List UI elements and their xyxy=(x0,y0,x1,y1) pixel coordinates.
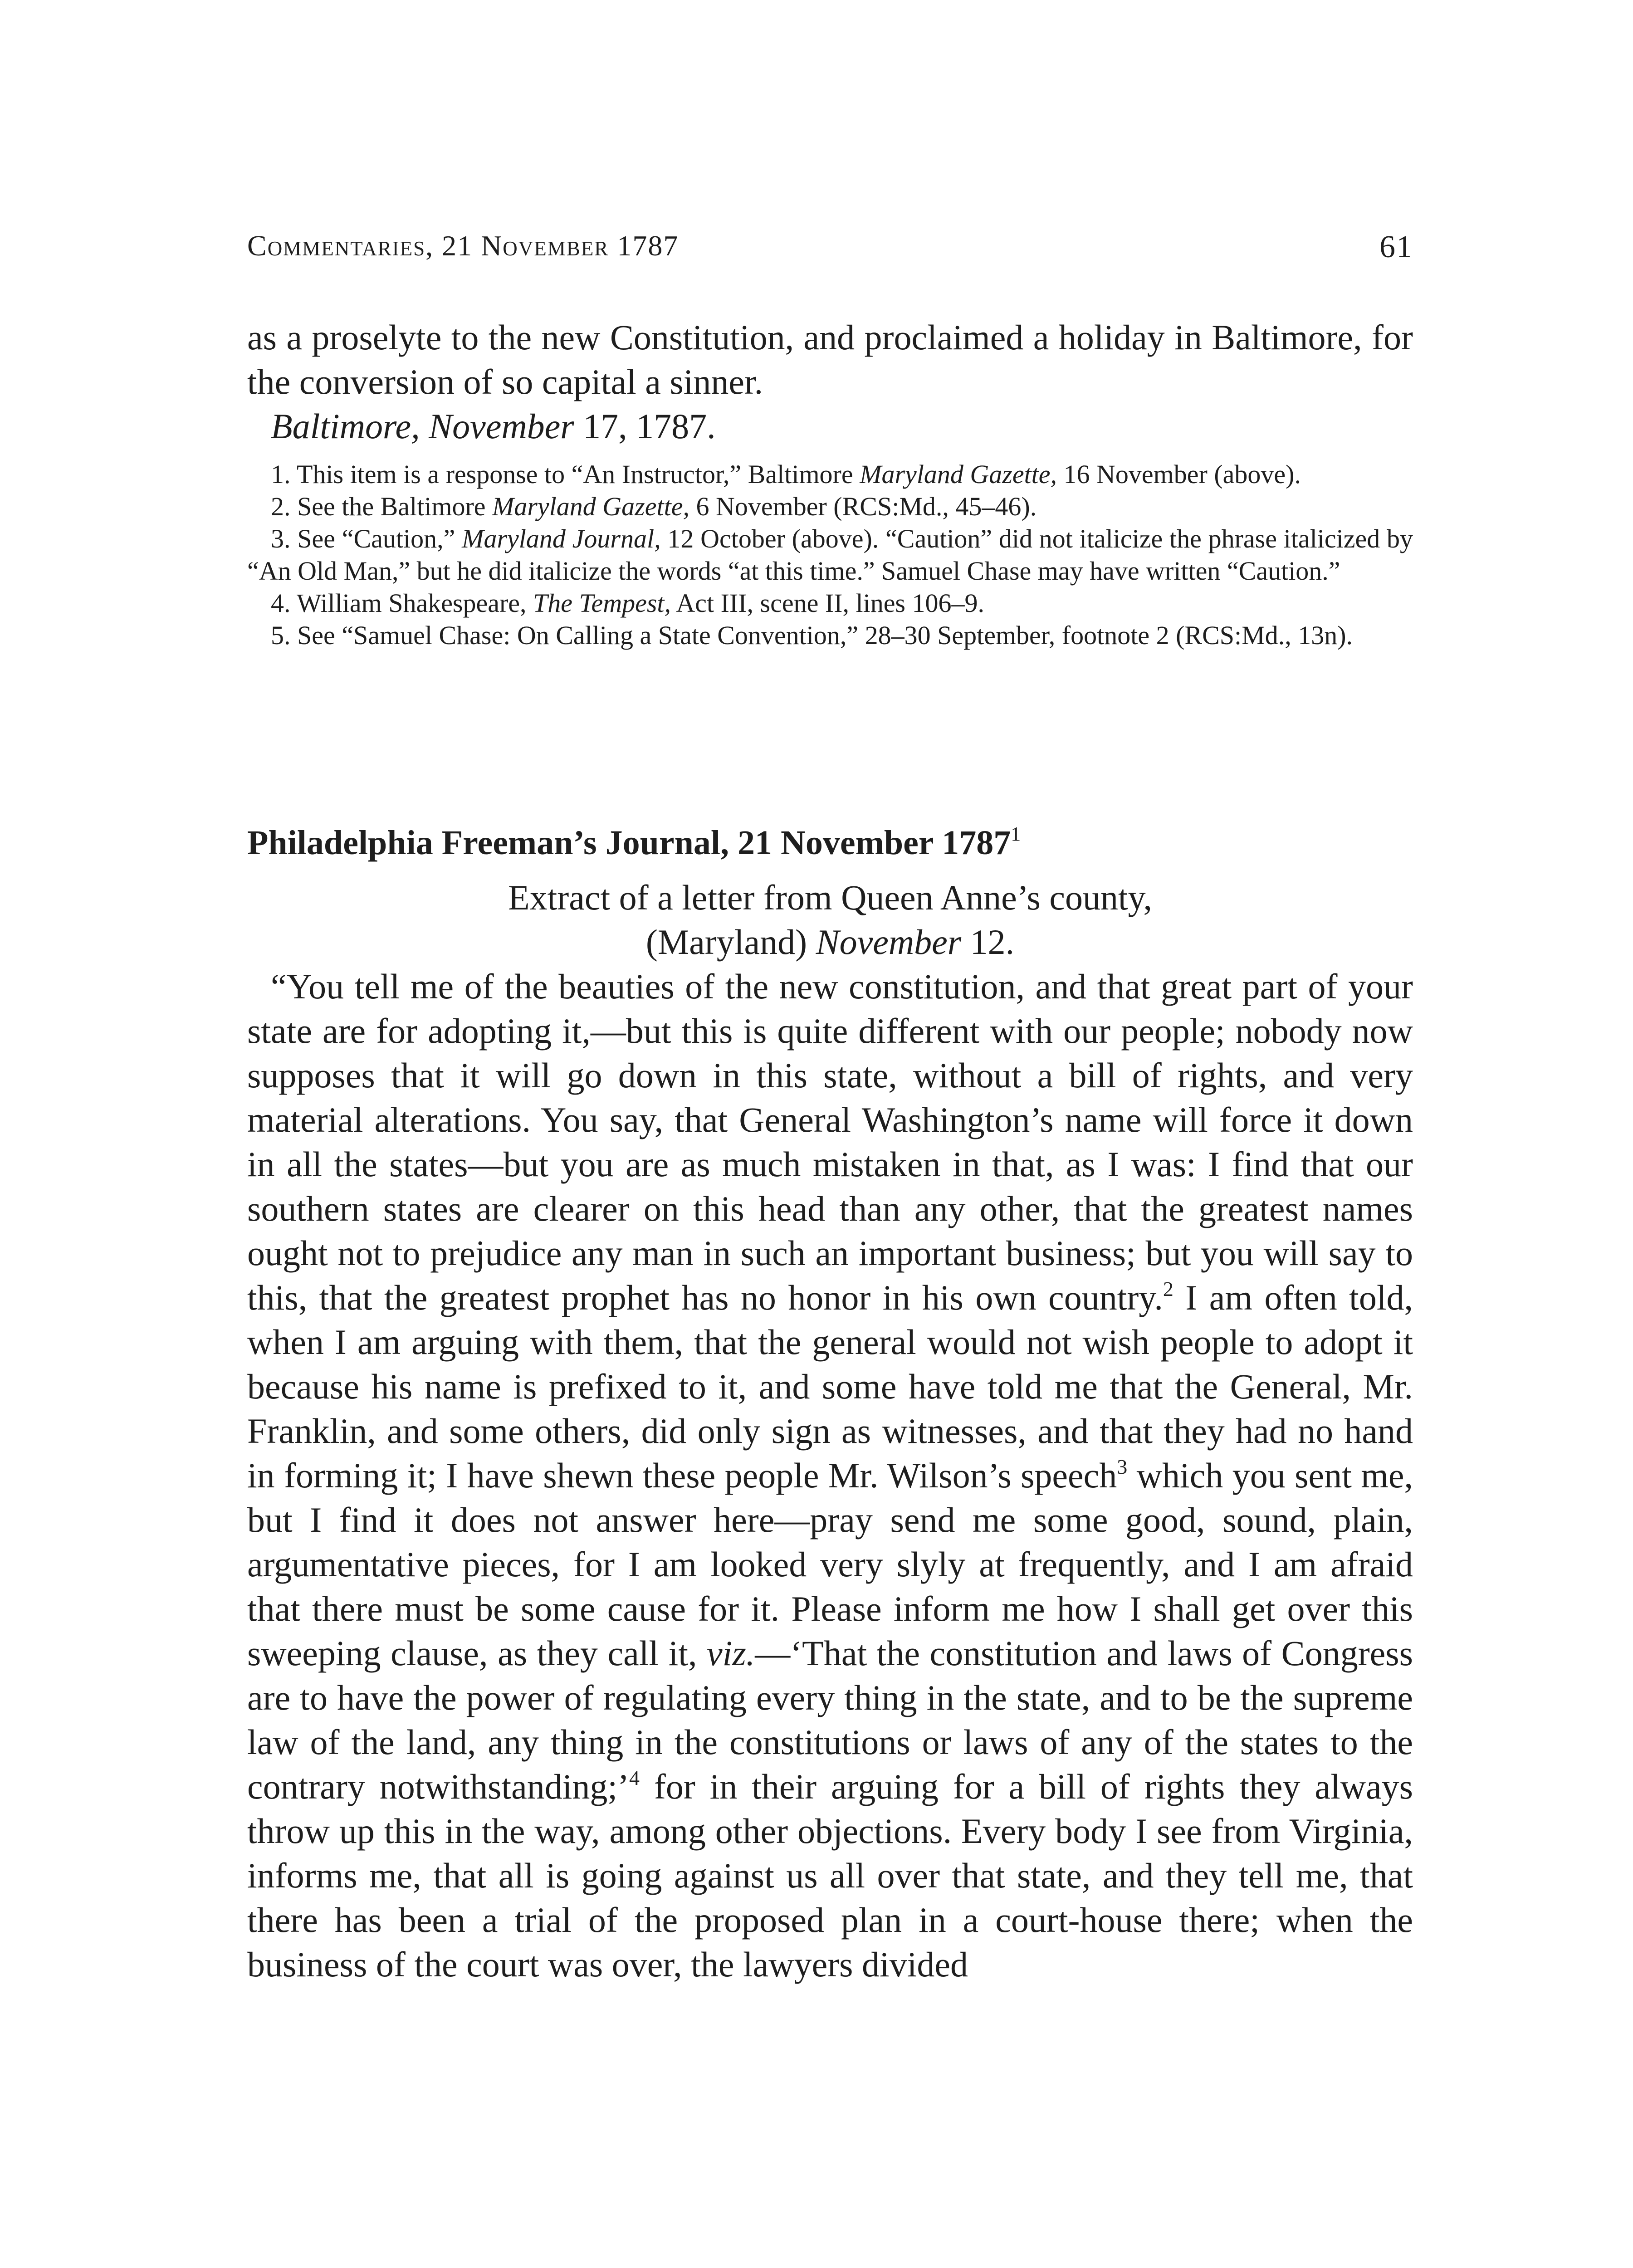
footnote-2-text: 2. See the Baltimore xyxy=(271,492,493,521)
footnote-2-italic: Maryland Gazette, xyxy=(492,492,689,521)
footnote-3 xyxy=(247,523,1413,587)
dateline-rest: 17, 1787. xyxy=(574,406,716,446)
letter-body xyxy=(247,875,1413,1987)
footnote-5: 5. See “Samuel Chase: On Calling a State Convention,” 28–30 September, footnote 2 (RCS:Md., 13n). xyxy=(271,621,1353,650)
footnote-3-rest: 12 October (above). “Caution” did not italicize the phrase italicized by “An Old Man,” but he did italicize the words “at this time.” Samuel Chase may have written “Caution.” xyxy=(247,524,1413,586)
continued-text xyxy=(247,315,1413,449)
extract-line-2-rest: 12. xyxy=(961,922,1015,962)
extract-line-1: Extract of a letter from Queen Anne’s county, xyxy=(508,878,1153,917)
footnote-1 xyxy=(247,458,1413,490)
extract-line-2 xyxy=(247,920,1413,964)
footnote-4-text: 4. William Shakespeare, xyxy=(271,588,533,618)
note-ref-3: 3 xyxy=(1117,1455,1128,1478)
note-ref-4: 4 xyxy=(629,1766,640,1789)
continued-paragraph: as a proselyte to the new Constitution, and proclaimed a holiday in Baltimore, for the conversion of so capital a sinner. xyxy=(247,318,1413,401)
section-heading xyxy=(247,823,1413,863)
letter-text-1: “You tell me of the beauties of the new constitution, and that great part of your state are for adopting it,—but this is quite different with our people; nobody now supposes that it will go down in this state, without a bill of rights, and very material alterations. You say, that General Washington’s name will force it down in all the states—but you are as much mistaken in that, as I was: I find that our southern states are clearer on this head than any other, that the greatest names ought not to prejudice any man in such an important business; but you will say to this, that the greatest prophet has no honor in his own country. xyxy=(247,967,1413,1317)
note-ref-2: 2 xyxy=(1163,1277,1173,1300)
letter-paragraph xyxy=(247,964,1413,1987)
footnote-2-rest: 6 November (RCS:Md., 45–46). xyxy=(689,492,1037,521)
footnote-1-italic: Maryland Gazette, xyxy=(860,459,1057,489)
footnote-3-italic: Maryland Journal, xyxy=(462,524,661,553)
letter-text-2: I am often told, when I am arguing with them, that the general would not wish people to adopt it because his name is prefixed to it, and some have told me that the General, Mr. Franklin, and some others, did only sign as witnesses, and that they had no hand in forming it; I have shewn these people Mr. Wilson’s speech xyxy=(247,1278,1413,1495)
footnote-1-text: 1. This item is a response to “An Instructor,” Baltimore xyxy=(271,459,860,489)
section-heading-text: Philadelphia Freeman’s Journal, 21 November 1787 xyxy=(247,824,1011,862)
dateline-italic: Baltimore, November xyxy=(271,406,574,446)
letter-text-5: for in their arguing for a bill of rights they always throw up this in the way, among other objections. Every body I see from Virginia, informs me, that all is going against us all over that state, and they tell me, that there has been a trial of the proposed plan in a court-house there; when the business of the court was over, the lawyers divided xyxy=(247,1767,1413,1984)
footnote-4-rest: Act III, scene II, lines 106–9. xyxy=(671,588,985,618)
running-title: Commentaries, 21 November 1787 xyxy=(247,230,679,262)
footnote-4-italic: The Tempest, xyxy=(533,588,671,618)
letter-text-3: which you sent me, but I find it does not answer here—pray send me some good, sound, plain, argumentative pieces, for I am looked very slyly at frequently, and I am afraid that there must be some cause for it. Please inform me how I shall get over this sweeping clause, as they call it, xyxy=(247,1456,1413,1673)
footnote-2 xyxy=(247,490,1413,523)
dateline xyxy=(247,404,1413,449)
extract-line-2-text: (Maryland) xyxy=(645,922,816,962)
footnote-4 xyxy=(247,587,1413,619)
running-head xyxy=(247,229,1413,263)
letter-viz: viz. xyxy=(707,1633,755,1673)
footnote-1-rest: 16 November (above). xyxy=(1057,459,1301,489)
section-heading-note: 1 xyxy=(1011,823,1021,845)
footnote-3-text: 3. See “Caution,” xyxy=(271,524,462,553)
footnotes xyxy=(247,458,1413,651)
letter-text-4: —‘That the constitution and laws of Congress are to have the power of regulating every thing in the state, and to be the supreme law of the land, any thing in the constitutions or laws of any of the states to the contrary notwithstanding;’ xyxy=(247,1633,1413,1806)
page-number: 61 xyxy=(1379,230,1413,264)
extract-line-2-italic: November xyxy=(816,922,962,962)
